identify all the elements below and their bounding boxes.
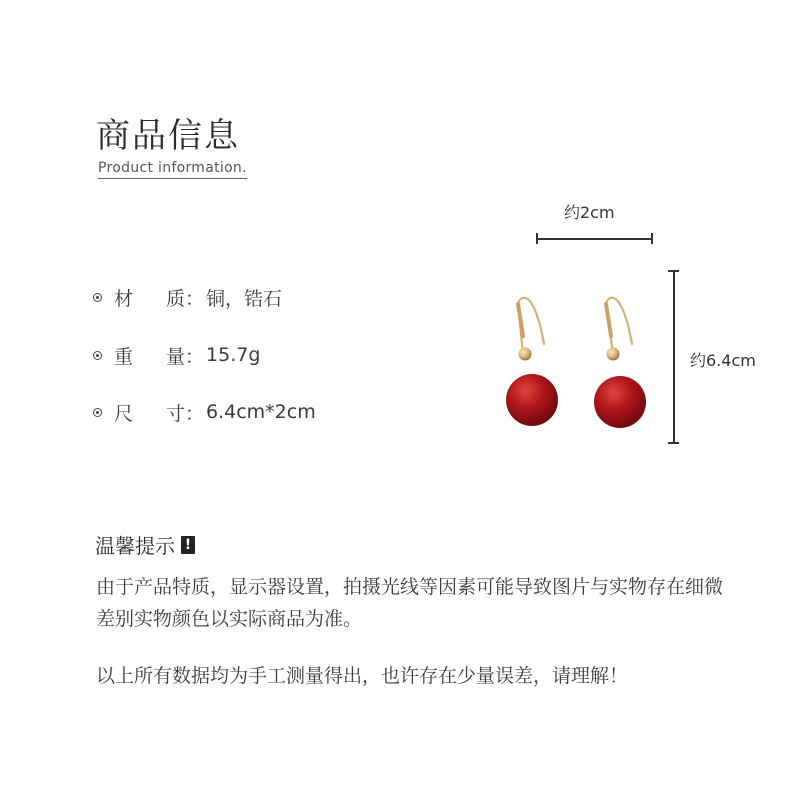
width-dimension-label: 约2cm [564,203,615,222]
right-earring [594,298,646,428]
bullet-icon [93,408,102,417]
spec-key-first-char: 尺 [114,402,134,425]
spec-value: 15.7g [206,344,261,366]
bullet-icon [93,293,102,302]
spec-key-second-char: 寸： [166,402,205,425]
exclamation-box-icon: ! [181,536,195,554]
spec-row-weight [93,342,260,368]
spec-row-size [93,399,316,425]
spec-key-second-char: 质： [166,287,205,310]
page-subtitle: Product information. [98,160,247,179]
notice-title [95,530,195,559]
height-dimension-label: 约6.4cm [690,351,756,370]
spec-value: 铜，锆石 [206,287,283,310]
spec-key-second-char: 量： [166,345,205,368]
spec-key-first-char: 材 [114,287,134,310]
earrings-image [496,290,666,440]
notice-paragraph-2: 以上所有数据均为手工测量得出，也许存在少量误差，请理解！ [96,665,629,687]
spec-value: 6.4cm*2cm [206,401,316,423]
spec-key-first-char: 重 [114,345,134,368]
notice-title-text: 温馨提示 [95,534,175,558]
left-earring [506,298,558,426]
notice-paragraph-1: 由于产品特质，显示器设置，拍摄光线等因素可能导致图片与实物存在细微差别实物颜色以实际商品为准。 [96,576,724,630]
page-title: 商品信息 [96,116,240,156]
spec-row-material [93,284,282,310]
bullet-icon [93,351,102,360]
